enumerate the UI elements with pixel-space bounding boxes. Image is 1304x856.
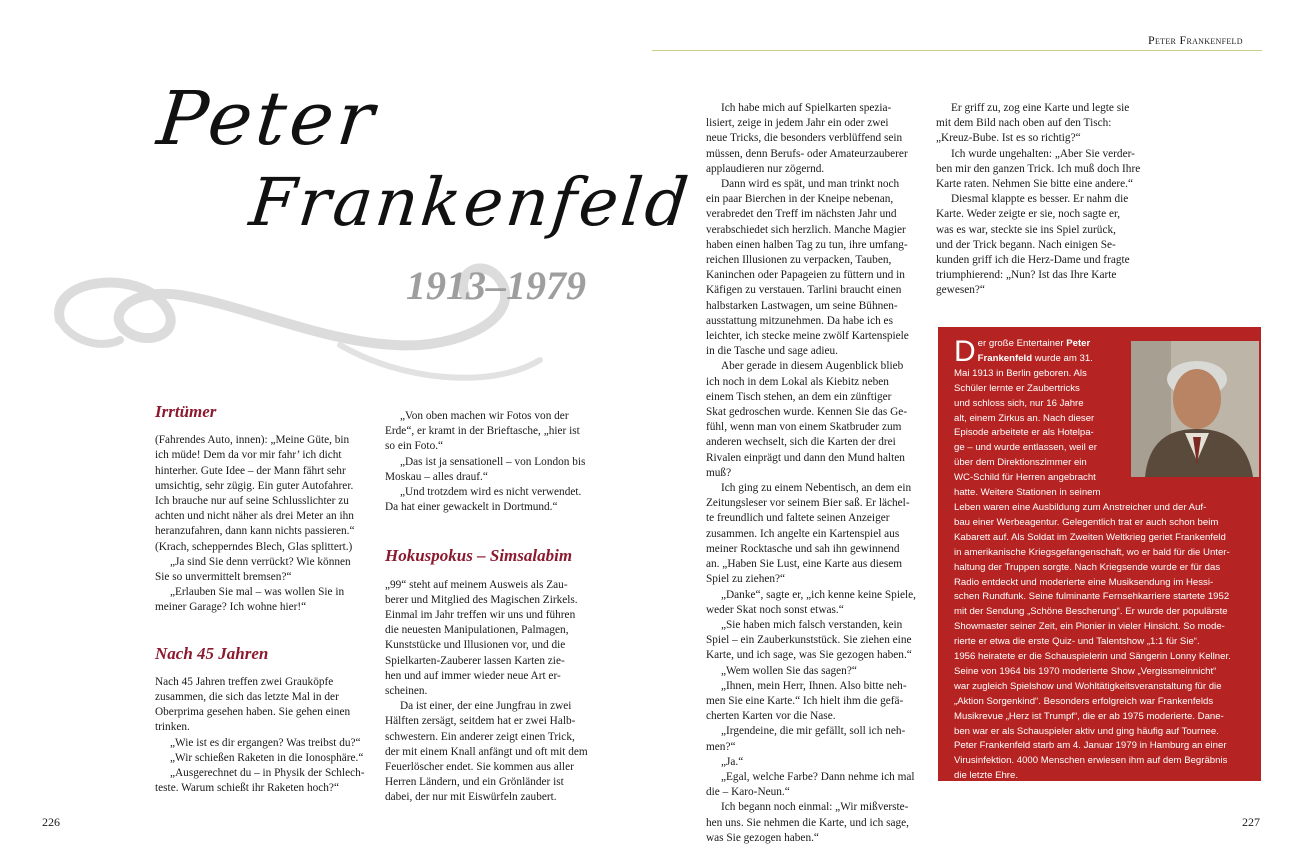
paragraph: Ich ging zu einem Nebentisch, an dem ein Zeitungsleser vor seinem Bier saß. Er lächel- te freundlich und faltete seinen Anzeiger zusammen. Ich angelte ein Kartenspiel aus meiner Rocktasche und sah ihn gewinnend an. „Haben Sie Lust, eine Karte aus diesem Spiel zu ziehen?“ bbox=[706, 482, 912, 586]
title-years: 1913–1979 bbox=[406, 263, 586, 308]
paragraph: Ich begann noch einmal: „Wir mißverste- hen uns. Sie nehmen die Karte, und ich sage, was Sie gezogen haben.“ bbox=[706, 801, 909, 844]
paragraph: „Ja.“ bbox=[721, 755, 744, 768]
paragraph: (Fahrendes Auto, innen): „Meine Güte, bin ich müde! Dem da vor mir fahr’ ich dicht hinterher. Gute Idee – der Mann fährt sehr umsichtig, sehr zügig. Ein guter Autofahrer. Ich brauche nur auf seine Schlusslichter zu achten und nicht näher als drei Meter an ihn heranzufahren, dann kann nichts passieren.“ (Krach, schepperndes Blech, Glas splittert.) bbox=[155, 434, 355, 553]
column-4 bbox=[936, 101, 1161, 299]
paragraph: „Ihnen, mein Herr, Ihnen. Also bitte neh- men Sie eine Karte.“ Ich hielt ihm die gefä- cherten Karten vor die Nase. bbox=[706, 679, 907, 723]
paragraph: Da ist einer, der eine Jungfrau in zwei Hälften zersägt, seitdem hat er zwei Halb- schwestern. Ein anderer zeigt einen Trick, der mit einem Knall anfängt und oft mit dem Feuerlöscher endet. Sie kommen aus aller Herren Ländern, und ein Grönländer ist dabei, der nur mit Eiswürfeln zaubert. bbox=[385, 700, 588, 804]
paragraph: Diesmal klappte es besser. Er nahm die Karte. Weder zeigte er sie, noch sagte er, was es war, steckte sie ins Spiel zurück, und der Trick begann. Nach einigen Se- kunden griff ich die Herz-Dame und fragte triumphierend: „Nun? Ist das Ihre Karte gewesen?“ bbox=[936, 193, 1130, 297]
title-first-name: Peter bbox=[153, 76, 382, 162]
bio-paragraph: er große Entertainer Peter Frankenfeld wurde am 31. Mai 1913 in Berlin geboren. Als Schüler lernte er Zaubertricks und schloss sich, nur 16 Jahre alt, einem Zirkus an. Nach dieser Episode arbeitete er als Hotelpa- ge – und wurde entlassen, weil er über dem Direktionszimmer ein WC-Schild für Herren angebracht hatte. Weitere Stationen in seinem Leben waren eine Ausbildung zum Anstreicher und der Auf- bau einer Werbeagentur. Gelegentlich trat er auch schon beim Kabarett auf. Als Soldat im Zweiten Weltkrieg geriet Frankenfeld in amerikanische Kriegsgefangenschaft, wo er bald für die Unter- haltung der Truppen sorgte. Nach Kriegsende wurde er für das Radio entdeckt und moderierte eine Musiksendung im Hessi- schen Rundfunk. Seine fulminante Fernsehkarriere startete 1952 mit der Sendung „Schöne Bescherung“. Er wurde der populärste Showmaster seiner Zeit, ein Pionier in vieler Hinsicht. So mode- rierte er etwa die erste Quiz- und Talentshow „1:1 für Sie“. 1956 heiratete er die Schauspielerin und Sängerin Lonny Kellner. Seine von 1964 bis 1970 moderierte Show „Vergissmeinnicht“ war zugleich Spielshow und Wohltätigkeitsveranstaltung für die „Aktion Sorgenkind“. Besonders erfolgreich war Frankenfelds Musikrevue „Herz ist Trumpf“, die er ab 1975 moderierte. Dane- ben war er als Schauspieler aktiv und ging häufig auf Tournee. Peter Frankenfeld starb am 4. Januar 1979 in Hamburg an einer Virusinfektion. 4000 Menschen erwiesen ihm auf dem Begräbnis die letzte Ehre. bbox=[954, 338, 1231, 782]
column-1 bbox=[155, 404, 370, 796]
paragraph: Ich habe mich auf Spielkarten spezia- lisiert, zeige in jedem Jahr ein oder zwei neue Tricks, die besonders verblüffend sein müssen, denn Berufs- oder Amateurzauberer applaudieren nur zögernd. bbox=[706, 102, 908, 175]
paragraph: „Erlauben Sie mal – was wollen Sie in meiner Garage? Ich wohne hier!“ bbox=[155, 586, 345, 614]
paragraph: Aber gerade in diesem Augenblick blieb ich noch in dem Lokal als Kiebitz neben einem Tisch stehen, an dem ein zünftiger Skat gedroschen wurde. Kennen Sie das Ge- fühl, wenn man von einem Skatbruder zum anderen wechselt, sich die Karten der drei Rivalen einprägt und dann den Mund halten muß? bbox=[706, 360, 908, 479]
heading-irrtuemer: Irrtümer bbox=[155, 402, 217, 421]
portrait-photo bbox=[1131, 341, 1259, 477]
paragraph: „Irgendeine, die mir gefällt, soll ich neh- men?“ bbox=[706, 725, 906, 753]
paragraph: „Das ist ja sensationell – von London bis Moskau – alles drauf.“ bbox=[385, 455, 586, 483]
paragraph: „Egal, welche Farbe? Dann nehme ich mal die – Karo-Neun.“ bbox=[706, 770, 915, 799]
paragraph: „Danke“, sagte er, „ich kenne keine Spiele, weder Skat noch sonst etwas.“ bbox=[706, 588, 916, 616]
bio-text bbox=[954, 337, 1259, 784]
paragraph: „Sie haben mich falsch verstanden, kein Spiel – ein Zauberkunststück. Sie ziehen eine Karte, und ich sage, was Sie gezogen haben.“ bbox=[706, 618, 912, 662]
paragraph: „Wem wollen Sie das sagen?“ bbox=[721, 664, 857, 677]
portrait-illustration bbox=[1131, 341, 1259, 477]
paragraph: Er griff zu, zog eine Karte und legte sie mit dem Bild nach oben auf den Tisch: „Kreuz-Bube. Ist es so richtig?“ bbox=[936, 102, 1130, 145]
paragraph: „Ja sind Sie denn verrückt? Wie können Sie so unvermittelt bremsen?“ bbox=[155, 555, 351, 584]
paragraph: „Und trotzdem wird es nicht verwendet. Da hat einer gewackelt in Dortmund.“ bbox=[385, 486, 582, 514]
column-2 bbox=[385, 409, 600, 806]
paragraph: „Wir schießen Raketen in die Ionosphäre.“ bbox=[170, 751, 364, 764]
dropcap: D bbox=[954, 335, 976, 368]
paragraph: Nach 45 Jahren treffen zwei Grauköpfe zusammen, die sich das letzte Mal in der Oberprima gesehen haben. Sie gehen einen trinken. bbox=[155, 675, 351, 734]
paragraph: „99“ steht auf meinem Ausweis als Zau- berer und Mitglied des Magischen Zirkels. Einmal im Jahr treffen wir uns und führen die neuesten Manipulationen, Palmagen, Kunststücke und Illusionen vor, und die Spielkarten-Zauberer lassen Karten zie- hen und auf immer wieder neue Art er- scheinen. bbox=[385, 578, 578, 698]
heading-hokuspokus: Hokuspokus – Simsalabim bbox=[385, 546, 573, 566]
title-last-name: Frankenfeld bbox=[246, 164, 695, 241]
paragraph: Dann wird es spät, und man trinkt noch ein paar Bierchen in der Kneipe nebenan, verabredet den Treff im nächsten Jahr und verabschiedet sich herzlich. Manche Magier haben einen halben Tag zu tun, ihre umfang- reichen Illusionen zu verpacken, Tauben, Kaninchen oder Papageien zu füttern und in Käfigen zu verstauen. Tarlini braucht einen halbstarken Lastwagen, um seine Bühnen- ausstattung mitzunehmen. Da habe ich es leichter, ich stecke meine zwölf Kartenspiele in die Tasche und sage adieu. bbox=[706, 178, 909, 358]
heading-nach-45-jahren: Nach 45 Jahren bbox=[155, 643, 269, 663]
paragraph: „Wie ist es dir ergangen? Was treibst du?“ bbox=[170, 736, 361, 749]
paragraph: „Ausgerechnet du – in Physik der Schlech- teste. Warum schießt ihr Raketen hoch?“ bbox=[155, 767, 365, 795]
paragraph: Ich wurde ungehalten: „Aber Sie verder- ben mir den ganzen Trick. Ich muß doch Ihre Karte raten. Nehmen Sie bitte eine andere.“ bbox=[936, 147, 1141, 191]
page-number-right: 227 bbox=[1242, 815, 1260, 829]
running-head: Peter Frankenfeld bbox=[1148, 33, 1243, 47]
header-rule bbox=[652, 50, 1262, 51]
paragraph: „Von oben machen wir Fotos von der Erde“, er kramt in der Brieftasche, „hier ist so ein Foto.“ bbox=[385, 410, 580, 453]
column-3 bbox=[706, 101, 931, 846]
page-number-left: 226 bbox=[42, 815, 60, 829]
